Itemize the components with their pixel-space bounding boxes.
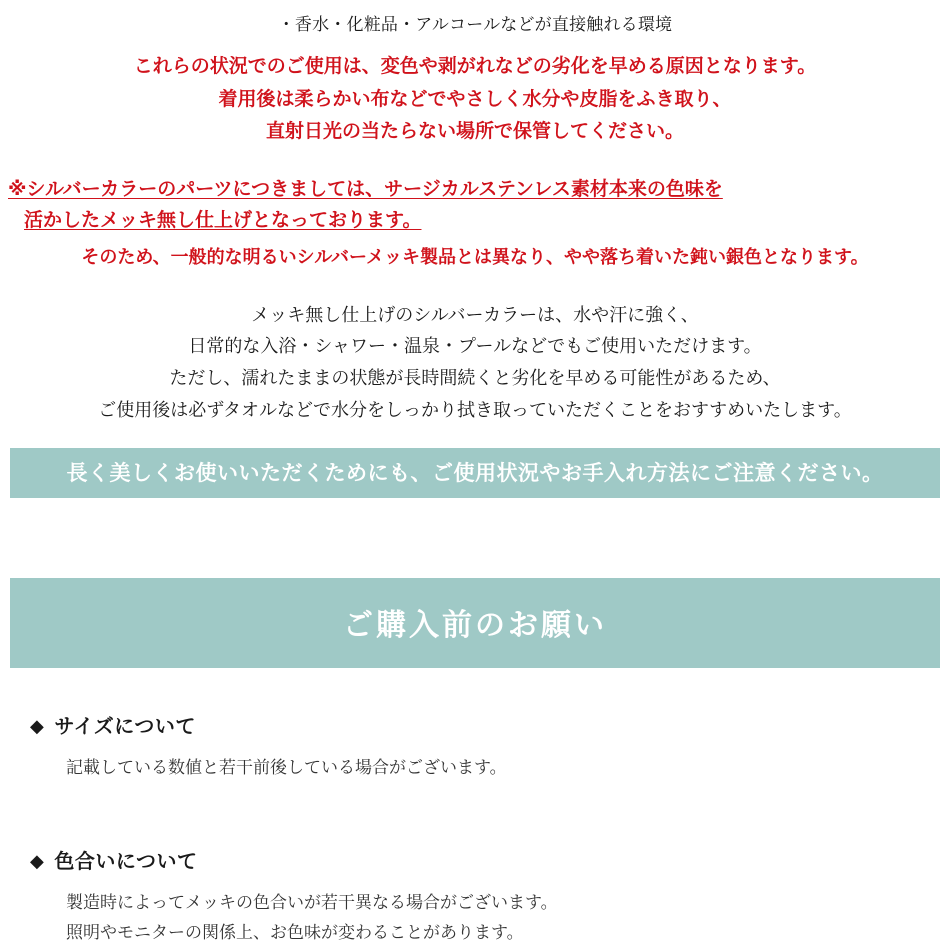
warning-block [0,51,950,149]
warning-line-2: 着用後は柔らかい布などでやさしく水分や皮脂をふき取り、 [218,88,732,110]
item-color-title-text: 色合いについて [54,851,198,874]
item-size [0,710,950,783]
diamond-icon: ◆ [30,851,45,872]
item-color [0,845,950,948]
item-color-body-line-2: 照明やモニターの関係上、お色味が変わることがあります。 [66,922,524,942]
item-size-body-line-1: 記載している数値と若干前後している場合がございます。 [66,758,507,778]
care-line-2: 日常的な入浴・シャワー・温泉・プールなどでもご使用いただけます。 [188,336,762,357]
care-line-4: ご使用後は必ずタオルなどで水分をしっかり拭き取っていただくことをおすすめいたします。 [98,399,852,420]
top-condition-note: ・香水・化粧品・アルコールなどが直接触れる環境 [277,15,673,34]
item-size-body [30,753,950,783]
warning-line-1: これらの状況でのご使用は、変色や剥がれなどの劣化を早める原因となります。 [133,56,817,77]
care-line-3: ただし、濡れたままの状態が長時間続くと劣化を早める可能性があるため、 [169,368,781,389]
item-size-title [30,710,950,739]
care-highlight-banner: 長く美しくお使いいただくためにも、ご使用状況やお手入れ方法にご注意ください。 [10,448,940,498]
item-color-body-line-1: 製造時によってメッキの色合いが若干異なる場合がございます。 [66,893,558,913]
diamond-icon: ◆ [30,716,45,737]
item-color-title [30,845,950,874]
silver-care-description [0,300,950,427]
item-color-body [30,888,950,948]
silver-note-line-3: そのため、一般的な明るいシルバーメッキ製品とは異なり、やや落ち着いた鈍い銀色となります。 [81,246,869,267]
silver-note-line-2: 活かしたメッキ無し仕上げとなっております。 [24,209,422,231]
section-header-before-purchase: ご購入前のお願い [10,578,940,668]
care-line-1: メッキ無し仕上げのシルバーカラーは、水や汗に強く、 [251,304,699,325]
item-size-title-text: サイズについて [54,716,196,739]
warning-line-3: 直射日光の当たらない場所で保管してください。 [265,121,684,143]
silver-note-line-1: ※シルバーカラーのパーツにつきましては、サージカルステンレス素材本来の色味を [8,179,723,201]
silver-color-note [0,175,950,272]
